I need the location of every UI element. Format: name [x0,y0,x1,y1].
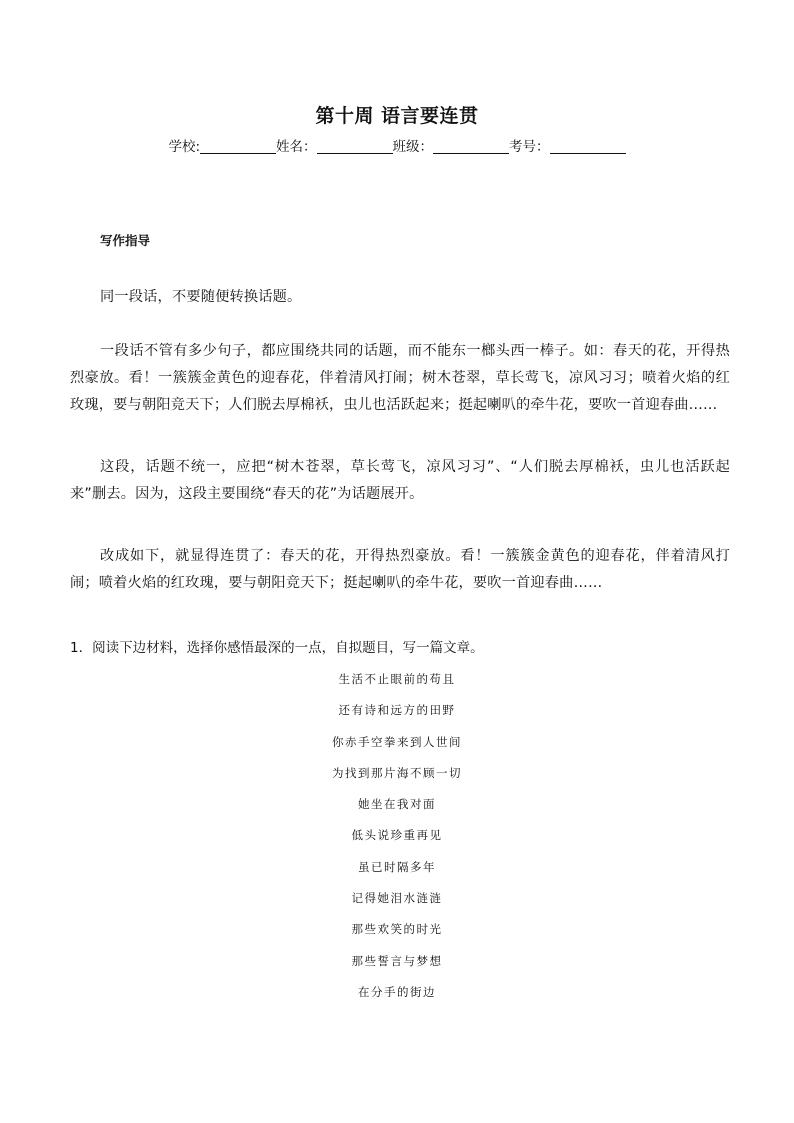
poem-line: 为找到那片海不顾一切 [332,765,462,780]
school-label: 学校: [168,139,201,155]
class-label: 班级： [392,139,434,155]
student-info-line [0,137,794,157]
name-label: 姓名： [276,139,317,155]
guide-paragraph: 一段话不管有多少句子，都应围绕共同的话题，而不能东一榔头西一棒子。如：春天的花，开得热烈豪放。看！一簇簇金黄色的迎春花，伴着清风打闹；树木苍翠，草长莺飞，凉风习习；喷着火焰的红玫瑰，要与朝阳竞天下；人们脱去厚棉袄，虫儿也活跃起来；挺起喇叭的牵牛花，要吹一首迎春曲…… [70,343,730,413]
poem-line: 还有诗和远方的田野 [338,703,456,718]
guide-paragraph: 这段，话题不统一，应把“树木苍翠，草长莺飞，凉风习习”、“人们脱去厚棉袄，虫儿也活跃起来”删去。因为，这段主要围绕“春天的花”为话题展开。 [70,459,730,502]
guide-paragraph: 同一段话，不要随便转换话题。 [100,289,302,305]
exam-no-label: 考号： [509,139,550,155]
guide-paragraph: 改成如下，就显得连贯了：春天的花，开得热烈豪放。看！一簇簇金黄色的迎春花，伴着清风打闹；喷着火焰的红玫瑰，要与朝阳竞天下；挺起喇叭的牵牛花，要吹一首迎春曲…… [70,548,730,591]
poem-line: 那些欢笑的时光 [351,922,443,937]
writing-guide-heading: 写作指导 [100,233,151,248]
class-blank [433,139,509,154]
poem-line: 你赤手空拳来到人世间 [332,734,462,749]
question-prompt: 1．阅读下边材料，选择你感悟最深的一点，自拟题目，写一篇文章。 [70,640,484,656]
page-title: 第十周 语言要连贯 [315,105,479,127]
poem-line: 虽已时隔多年 [358,859,436,874]
poem-line: 那些誓言与梦想 [351,953,443,968]
poem-line: 记得她泪水涟涟 [351,891,443,906]
poem-line: 她坐在我对面 [358,797,436,812]
name-blank [317,139,393,154]
school-blank [200,139,276,154]
exam-no-blank [550,139,626,154]
poem-line: 低头说珍重再见 [351,828,443,843]
poem-line: 生活不止眼前的苟且 [338,672,456,686]
poem-line: 在分手的街边 [358,984,436,999]
poem-material [0,668,794,1012]
